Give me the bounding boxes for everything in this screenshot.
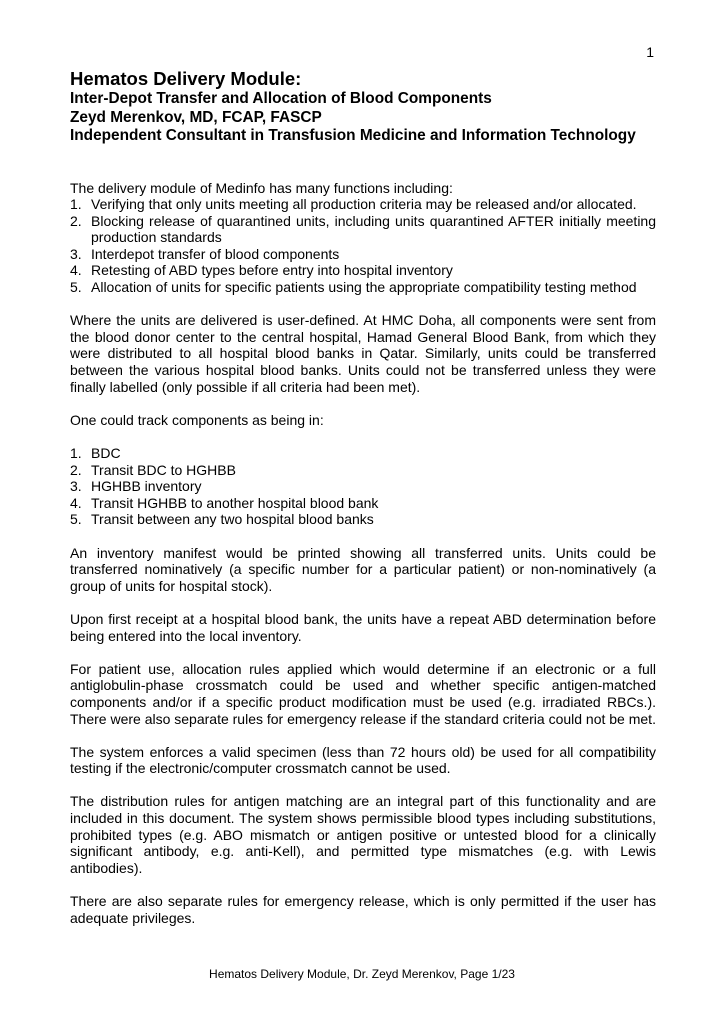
list-item: 2. Blocking release of quarantined units, including units quarantined AFTER initially meeting production standards [70,212,656,246]
document-subtitle: Inter-Depot Transfer and Allocation of Blood Components [70,90,492,107]
list-item: 5. Transit between any two hospital blood banks [70,511,374,528]
delivery-paragraph: Where the units are delivered is user-defined. At HMC Doha, all components were sent from the blood donor center to the central hospital, Hamad General Blood Bank, from which they were distributed to all hospital blood banks in Qatar. Similarly, units could be transferred between the various hospital blood banks. Units could not be transferred unless they were finally labelled (only possible if all criteria had been met). [70,312,656,395]
list-item: 1. Verifying that only units meeting all production criteria may be released and/or allocated. [70,196,637,213]
distribution-paragraph: The distribution rules for antigen matching are an integral part of this functionality and are included in this document. The system shows permissible blood types including substitutions, prohibited types (e.g. ABO mismatch or antigen positive or untested blood for a clinically significant antibody, e.g. anti-Kell), and permitted type mismatches (e.g. with Lewis antibodies). [70,793,656,876]
receipt-paragraph: Upon first receipt at a hospital blood bank, the units have a repeat ABD determination before being entered into the local inventory. [70,610,656,644]
page-number: 1 [646,44,654,60]
document-title: Hematos Delivery Module: [70,68,302,89]
list-item: 4. Retesting of ABD types before entry into hospital inventory [70,262,453,279]
affiliation-line: Independent Consultant in Transfusion Medicine and Information Technology [70,127,636,144]
list-item: 1. BDC [70,445,121,461]
list-item: 4. Transit HGHBB to another hospital blood bank [70,494,379,511]
functions-intro: The delivery module of Medinfo has many functions including: [70,179,453,196]
list-item: 5. Allocation of units for specific patients using the appropriate compatibility testing method [70,279,637,296]
manifest-paragraph: An inventory manifest would be printed showing all transferred units. Units could be transferred nominatively (a specific number for a particular patient) or non-nominatively (a group of units for hospital stock). [70,544,656,594]
list-item: 3. HGHBB inventory [70,478,202,495]
document-body [70,68,656,943]
author-line: Zeyd Merenkov, MD, FCAP, FASCP [70,108,322,126]
page-footer: Hematos Delivery Module, Dr. Zeyd Merenkov, Page 1/23 [209,967,515,981]
list-item: 3. Interdepot transfer of blood components [70,245,340,262]
allocation-paragraph: For patient use, allocation rules applied which would determine if an electronic or a full antiglobulin-phase crossmatch could be used and whether specific antigen-matched components and/or if a specific product modification must be used (e.g. irradiated RBCs.). There were also separate rules for emergency release if the standard criteria could not be met. [70,660,656,727]
emergency-paragraph: There are also separate rules for emergency release, which is only permitted if the user has adequate privileges. [70,893,656,926]
tracking-list [70,445,656,528]
tracking-intro: One could track components as being in: [70,411,324,428]
specimen-paragraph: The system enforces a valid specimen (less than 72 hours old) be used for all compatibility testing if the electronic/computer crossmatch cannot be used. [70,743,656,777]
functions-list [70,196,656,296]
list-item: 2. Transit BDC to HGHBB [70,461,236,478]
